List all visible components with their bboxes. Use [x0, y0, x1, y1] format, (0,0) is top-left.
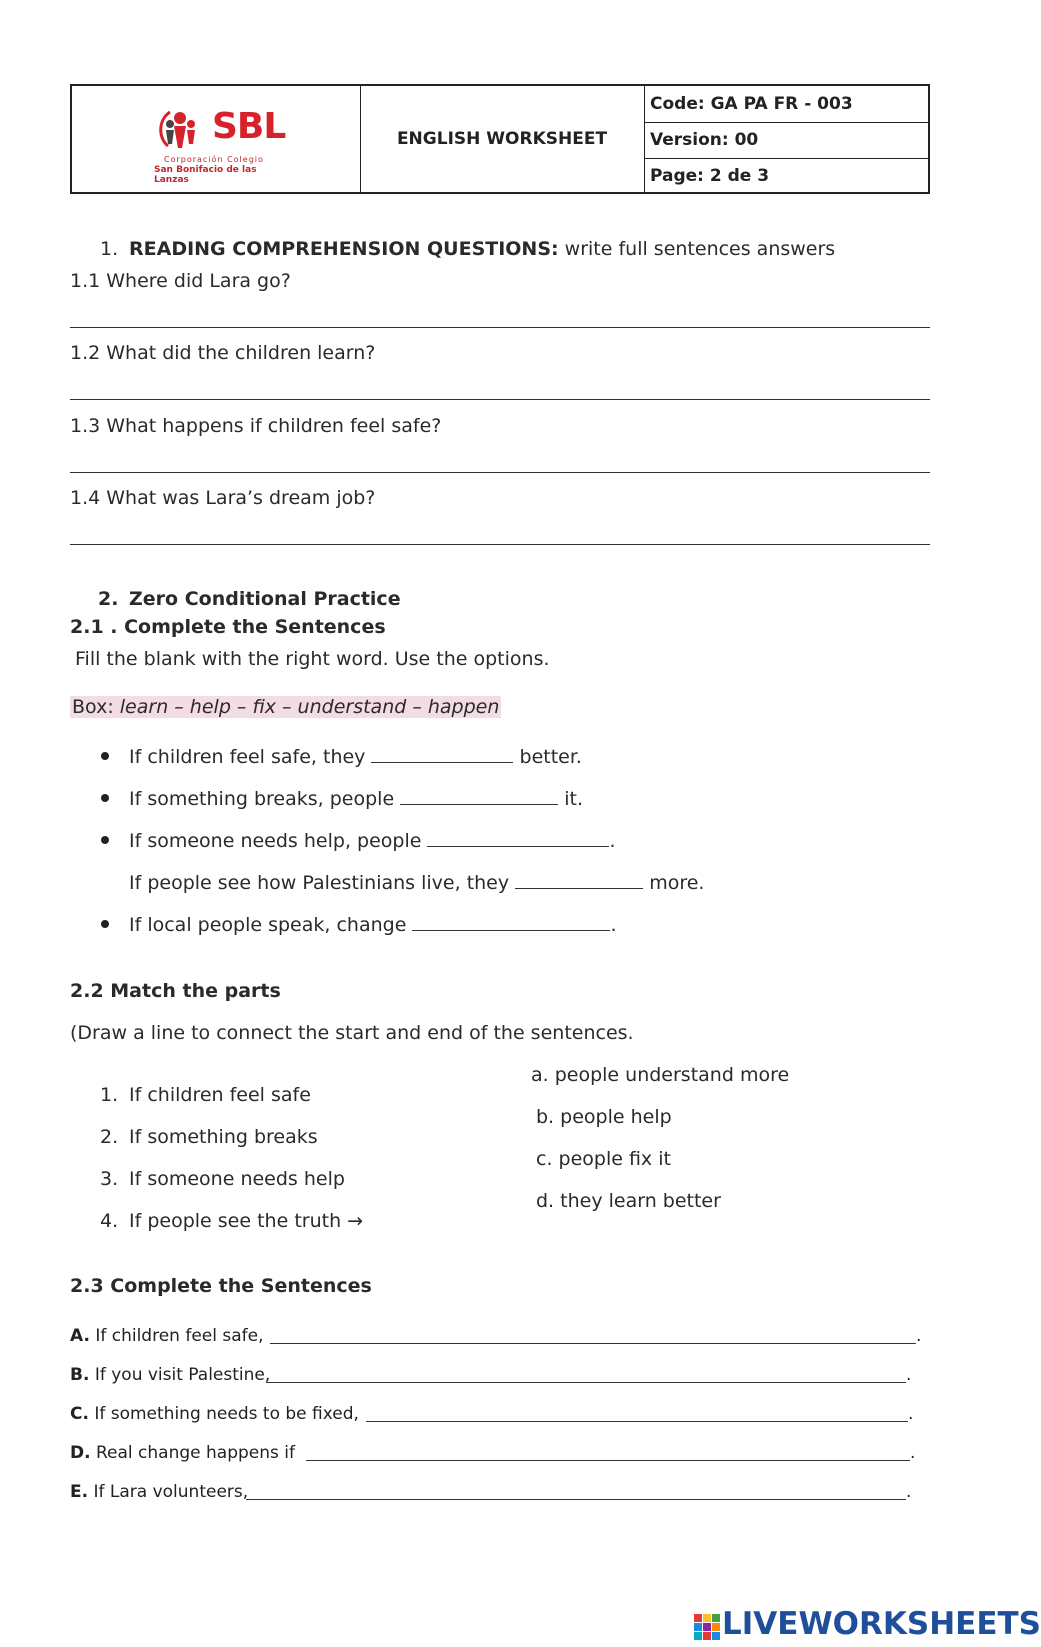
sentence-c-text: If something needs to be fixed,	[88, 1404, 359, 1424]
match-right-c[interactable]: c. people fix it	[536, 1148, 671, 1170]
liveworksheets-logo	[694, 1606, 1041, 1642]
fill-blank-2[interactable]	[400, 786, 558, 805]
answer-line-1-4[interactable]	[70, 544, 930, 545]
header-row-divider	[644, 158, 928, 159]
word-box-highlight	[70, 696, 501, 718]
question-1-3: 1.3 What happens if children feel safe?	[70, 415, 442, 437]
fill-sentence-5-start: If local people speak, change	[129, 914, 413, 936]
match-left-2-num: 2.	[100, 1126, 119, 1148]
sentence-a-letter: A.	[70, 1326, 90, 1346]
sentence-b-text: If you visit Palestine,	[89, 1365, 271, 1385]
fill-blank-5[interactable]	[412, 912, 610, 931]
document-code: Code: GA PA FR - 003	[650, 94, 853, 114]
match-right-b[interactable]: b. people help	[536, 1106, 672, 1128]
sentence-a-end: .	[916, 1326, 922, 1346]
worksheet-title: ENGLISH WORKSHEET	[396, 129, 608, 149]
question-1-2: 1.2 What did the children learn?	[70, 342, 376, 364]
answer-line-1-3[interactable]	[70, 472, 930, 473]
complete-sentence-a	[70, 1325, 264, 1347]
section2-heading: Zero Conditional Practice	[129, 588, 401, 610]
sentence-d-end: .	[910, 1443, 916, 1463]
sentence-b-letter: B.	[70, 1365, 90, 1385]
bullet-icon	[101, 752, 109, 760]
section1-heading	[129, 237, 835, 261]
match-left-1-num: 1.	[100, 1084, 119, 1106]
sentence-e-letter: E.	[70, 1482, 89, 1502]
logo-line2: San Bonifacio de las Lanzas	[154, 165, 257, 185]
fill-sentence-2	[129, 786, 583, 811]
sentence-d-letter: D.	[70, 1443, 91, 1463]
word-box-label: Box:	[72, 696, 120, 718]
header-divider	[644, 86, 645, 192]
complete-sentence-e	[70, 1481, 248, 1503]
page-number: Page: 2 de 3	[650, 166, 770, 186]
sentence-e-text: If Lara volunteers,	[88, 1482, 249, 1502]
fill-sentence-2-start: If something breaks, people	[129, 788, 401, 810]
word-box-words: learn – help – fix – understand – happen	[119, 696, 500, 718]
question-1-1: 1.1 Where did Lara go?	[70, 270, 291, 292]
section1-instruction: write full sentences answers	[558, 238, 836, 260]
complete-sentence-d	[70, 1442, 295, 1464]
liveworksheets-wordmark: LIVEWORKSHEETS	[722, 1606, 1041, 1642]
sentence-b-end: .	[906, 1365, 912, 1385]
sentence-c-letter: C.	[70, 1404, 89, 1424]
fill-blank-3[interactable]	[427, 828, 609, 847]
bullet-icon	[101, 836, 109, 844]
liveworksheets-blocks-icon	[694, 1614, 720, 1640]
complete-sentence-b	[70, 1364, 270, 1386]
fill-sentence-1	[129, 744, 582, 769]
section1-heading-bold: READING COMPREHENSION QUESTIONS:	[129, 238, 559, 260]
fill-sentence-4	[129, 870, 704, 895]
sentence-d-text: Real change happens if	[90, 1443, 295, 1463]
answer-line-1-1[interactable]	[70, 327, 930, 328]
header-table	[70, 84, 930, 194]
match-left-3[interactable]: If someone needs help	[129, 1168, 345, 1190]
fill-sentence-3-end: .	[609, 830, 616, 852]
match-left-4-num: 4.	[100, 1210, 119, 1232]
logo-figures-icon	[154, 104, 206, 156]
logo-line1: Corporación Colegio	[164, 155, 264, 164]
fill-sentence-1-start: If children feel safe, they	[129, 746, 372, 768]
word-box	[70, 695, 501, 719]
document-version: Version: 00	[650, 130, 759, 150]
subsection-2-1-instruction: Fill the blank with the right word. Use the options.	[75, 648, 550, 670]
school-logo	[154, 104, 286, 185]
answer-line-b[interactable]	[266, 1382, 906, 1383]
fill-blank-1[interactable]	[371, 744, 513, 763]
match-left-4[interactable]: If people see the truth →	[129, 1210, 364, 1232]
answer-line-c[interactable]	[366, 1421, 908, 1422]
fill-sentence-3	[129, 828, 616, 853]
bullet-icon	[101, 794, 109, 802]
fill-blank-4[interactable]	[515, 870, 643, 889]
match-left-2[interactable]: If something breaks	[129, 1126, 318, 1148]
fill-sentence-4-start: If people see how Palestinians live, they	[129, 872, 516, 894]
subsection-2-3-title: 2.3 Complete the Sentences	[70, 1275, 372, 1297]
subsection-2-2-title: 2.2 Match the parts	[70, 980, 281, 1002]
sentence-c-end: .	[908, 1404, 914, 1424]
question-1-4: 1.4 What was Lara’s dream job?	[70, 487, 376, 509]
section2-number: 2.	[98, 588, 119, 610]
match-right-a[interactable]: a. people understand more	[531, 1064, 790, 1086]
logo-acronym: SBL	[212, 106, 286, 147]
bullet-icon	[101, 920, 109, 928]
answer-line-e[interactable]	[246, 1499, 906, 1500]
answer-line-d[interactable]	[306, 1460, 910, 1461]
sentence-e-end: .	[906, 1482, 912, 1502]
sentence-a-text: If children feel safe,	[89, 1326, 264, 1346]
fill-sentence-5	[129, 912, 616, 937]
fill-sentence-4-end: more.	[643, 872, 705, 894]
match-left-1[interactable]: If children feel safe	[129, 1084, 311, 1106]
fill-sentence-1-end: better.	[513, 746, 582, 768]
match-left-3-num: 3.	[100, 1168, 119, 1190]
match-right-d[interactable]: d. they learn better	[536, 1190, 721, 1212]
fill-sentence-3-start: If someone needs help, people	[129, 830, 428, 852]
fill-sentence-2-end: it.	[558, 788, 583, 810]
section1-number: 1.	[100, 238, 119, 260]
subsection-2-2-instruction: (Draw a line to connect the start and end of the sentences.	[70, 1022, 634, 1044]
header-row-divider	[644, 122, 928, 123]
answer-line-1-2[interactable]	[70, 399, 930, 400]
subsection-2-1-title: 2.1 . Complete the Sentences	[70, 616, 386, 638]
complete-sentence-c	[70, 1403, 359, 1425]
fill-sentence-5-end: .	[610, 914, 617, 936]
answer-line-a[interactable]	[270, 1343, 916, 1344]
